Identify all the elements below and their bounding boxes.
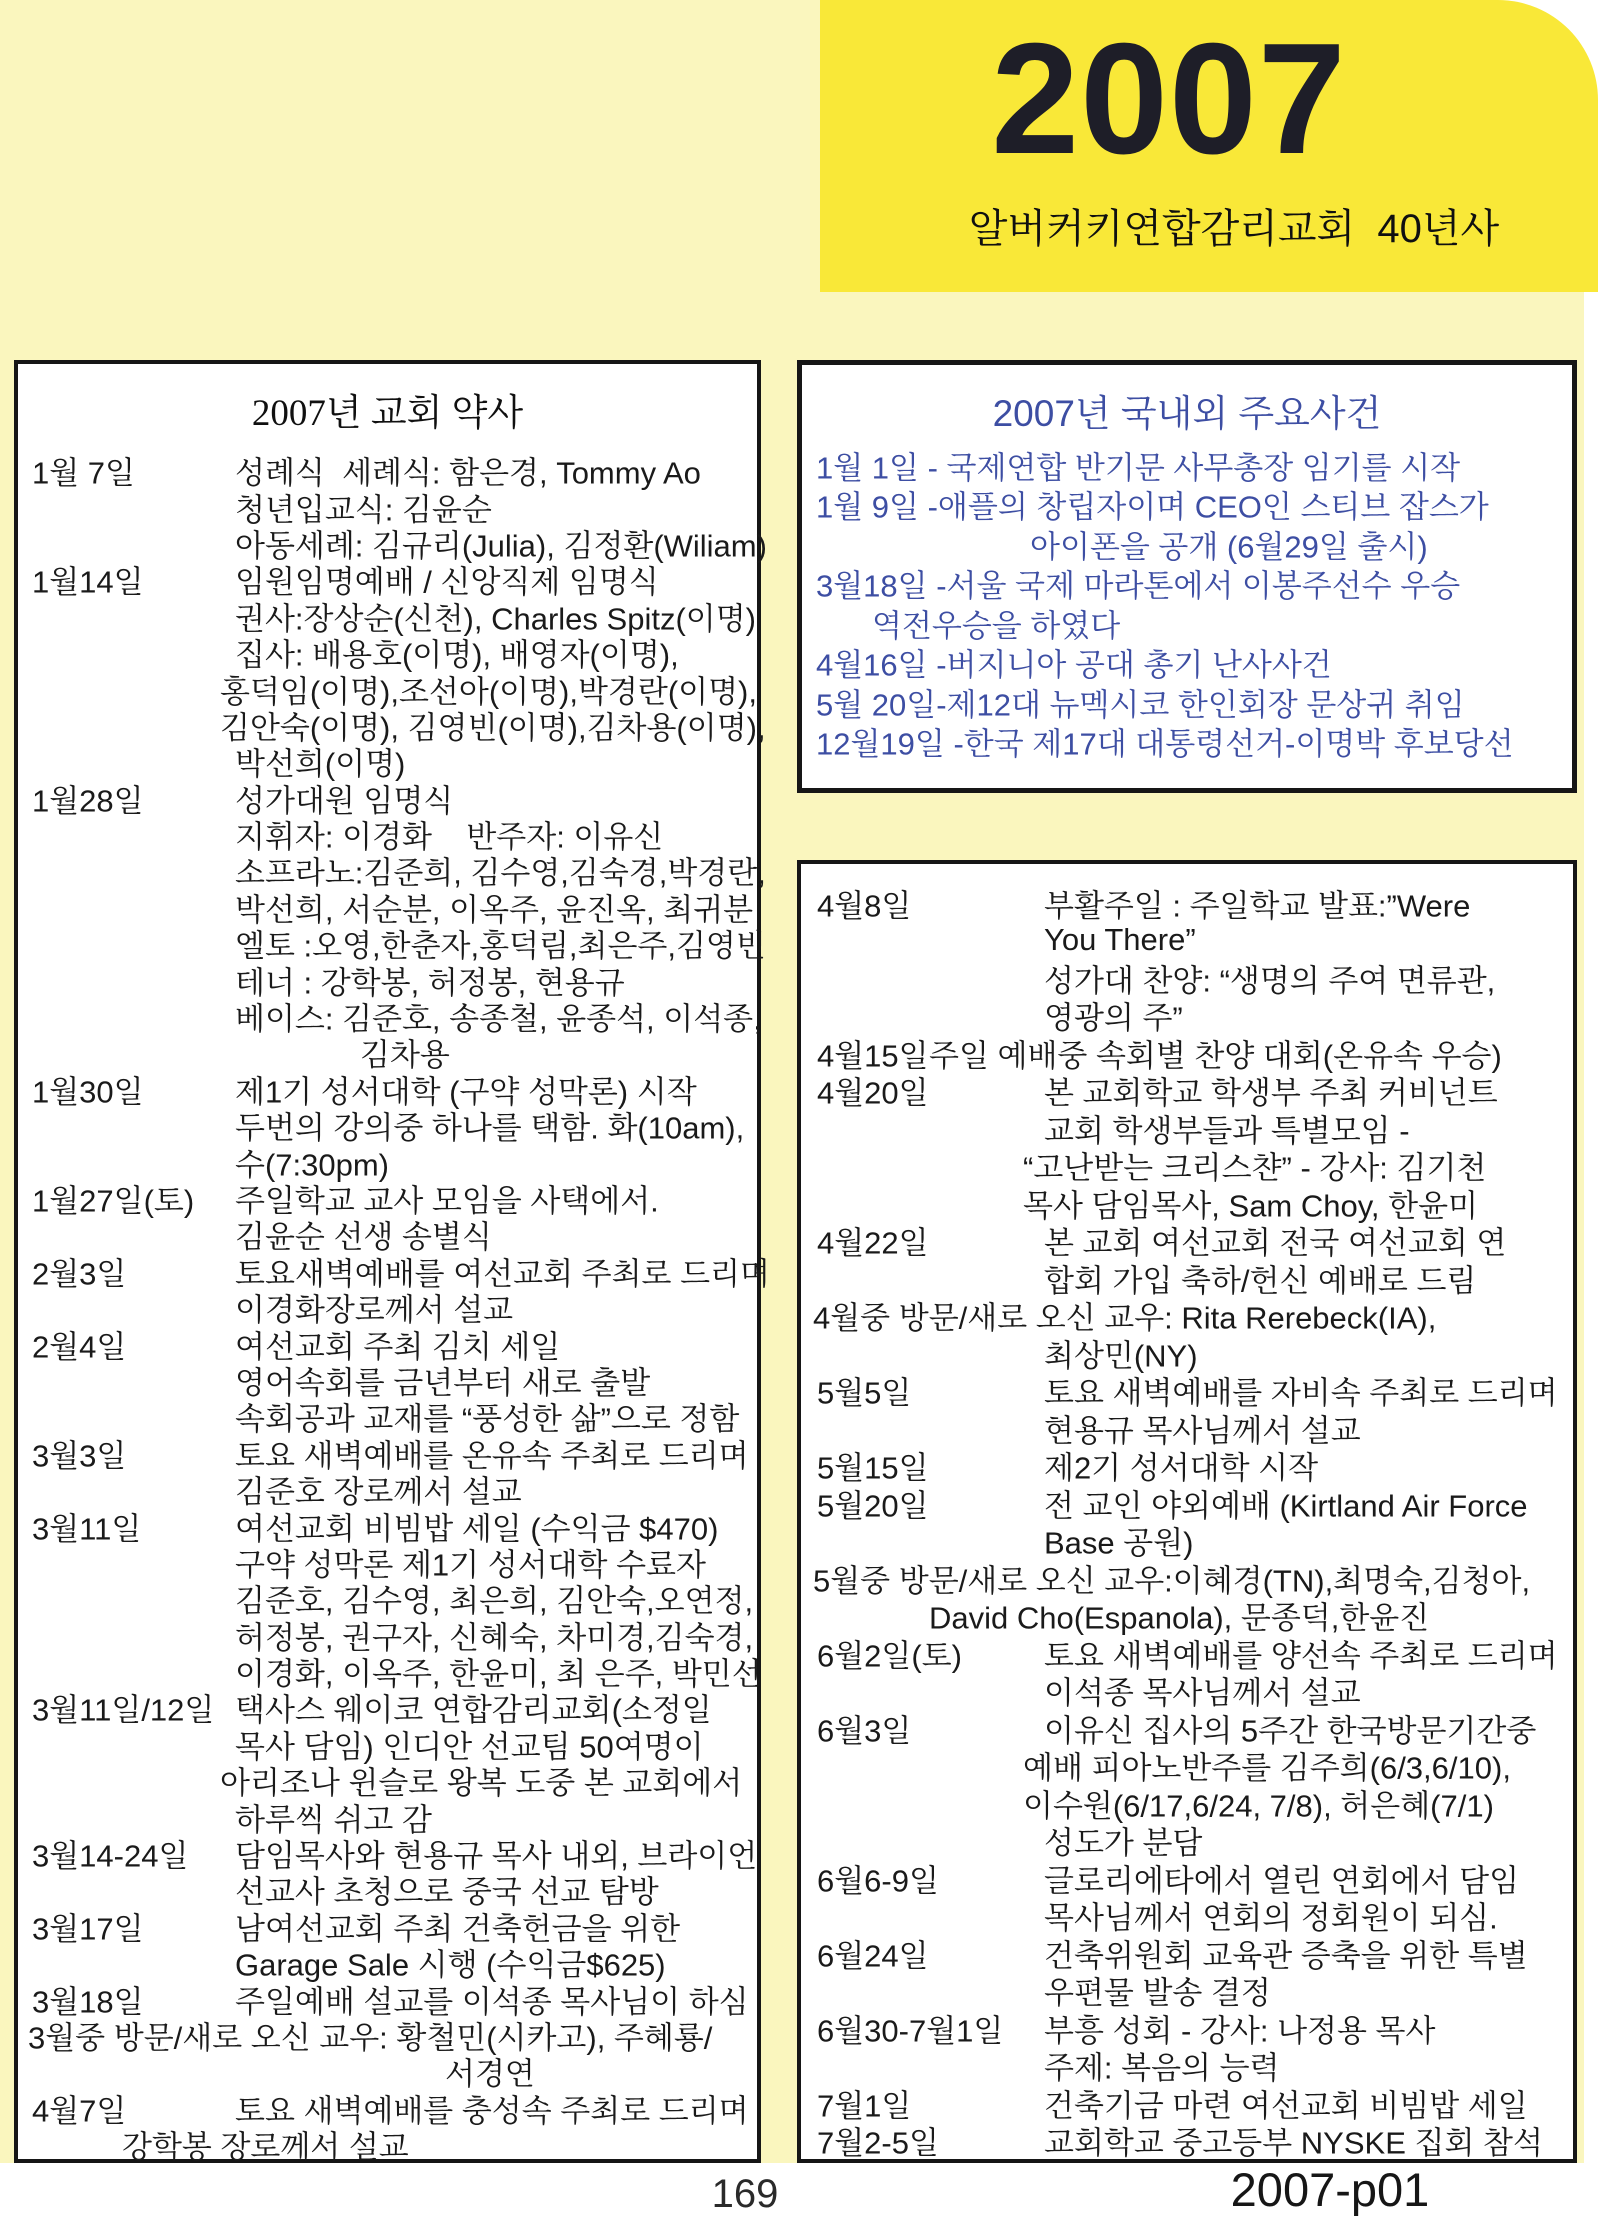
timeline-row: [18, 1362, 757, 1401]
row-text: 이석종 목사님께서 설교: [1044, 1675, 1361, 1711]
row-text: 하루씩 쉬고 감: [235, 1802, 432, 1838]
timeline-row: [18, 1216, 757, 1255]
row-date: 3월14-24일: [32, 1838, 189, 1874]
row-text: 아리조나 윈슬로 왕복 도중 본 교회에서: [220, 1765, 743, 1801]
row-text: 토요 새벽예배를 온유속 주최로 드리며: [235, 1438, 749, 1474]
row-text: 김준호, 김수영, 최은희, 김안숙,오연정,: [235, 1583, 754, 1619]
row-text: 주일 예배중 속회별 찬양 대회(온유속 우승): [929, 1038, 1502, 1074]
row-text: 5월 20일-제12대 뉴멕시코 한인회장 문상귀 취임: [816, 687, 1465, 723]
row-text: 청년입교식: 김윤순: [235, 492, 492, 528]
timeline-row: [18, 525, 767, 564]
timeline-row: [18, 1471, 757, 1510]
timeline-row: [801, 1934, 1573, 1972]
row-text: David Cho(Espanola), 문종덕,한윤진: [929, 1600, 1430, 1636]
timeline-row: [18, 961, 757, 1001]
row-date: 6월30-7월1일: [817, 2013, 1004, 2049]
row-text: 1월 1일 - 국제연합 반기문 사무총장 임기를 시작: [816, 450, 1461, 486]
timeline-row: [802, 564, 1572, 604]
row-text: 엘토 :오영,한춘자,홍덕림,최은주,김영빈: [235, 928, 766, 964]
row-text: 건축기금 마련 여선교회 비빔밥 세일: [1044, 2088, 1528, 2124]
row-text: 두번의 강의중 하나를 택함. 화(10am),: [235, 1110, 745, 1146]
timeline-row: [18, 1544, 757, 1583]
row-text: 집사: 배용호(이명), 배영자(이명),: [235, 637, 679, 673]
row-date: 6월2일(토): [817, 1638, 962, 1674]
church-history-title: 2007년 교회 약사: [251, 393, 524, 434]
row-text: 예배 피아노반주를 김주희(6/3,6/10),: [1023, 1750, 1511, 1786]
row-text: 전 교인 야외예배 (Kirtland Air Force: [1044, 1488, 1528, 1524]
timeline-row: [18, 780, 757, 819]
row-text: 교회 학생부들과 특별모임 -: [1044, 1113, 1410, 1149]
timeline-row: [801, 1409, 1573, 1447]
world-events-list: [802, 445, 1572, 761]
row-text: 성례식 세례식: 함은경, Tommy Ao: [235, 455, 701, 491]
row-text: 성가대원 임명식: [235, 783, 454, 819]
timeline-row: [801, 1634, 1573, 1672]
row-text: 권사:장상순(신천), Charles Spitz(이명): [235, 601, 756, 637]
timeline-row: [801, 1259, 1573, 1297]
page-number: 169: [711, 2172, 779, 2216]
timeline-row: [801, 1484, 1573, 1522]
timeline-row: [801, 2122, 1573, 2160]
row-date: 5월15일: [817, 1450, 929, 1486]
row-text: 주제: 복음의 능력: [1044, 2050, 1280, 2086]
row-text: Garage Sale 시행 (수익금$625): [235, 1947, 666, 1983]
row-text: 소프라노:김준희, 김수영,김숙경,박경란,: [235, 855, 766, 891]
row-date: 3월3일: [32, 1438, 127, 1474]
timeline-row: [18, 1435, 757, 1474]
timeline-row: [18, 1762, 757, 1801]
row-date: 1월 7일: [32, 455, 135, 491]
row-text: 속회공과 교재를 “풍성한 삶”으로 정함: [235, 1401, 740, 1437]
church-timeline-box: [797, 860, 1577, 2163]
timeline-row: [801, 2047, 1573, 2085]
timeline-row: [18, 1398, 757, 1437]
row-date: 7월2-5일: [817, 2125, 939, 2161]
row-text: 부활주일 : 주일학교 발표:”Were: [1044, 888, 1471, 924]
year-subtitle: 알버커키연합감리교회 40년사: [968, 207, 1500, 251]
row-text: 토요새벽예배를 여선교회 주최로 드리며: [235, 1256, 770, 1292]
row-text: 우편물 발송 결정: [1044, 1975, 1271, 2011]
timeline-row: [801, 1672, 1573, 1710]
timeline-row: [801, 884, 1573, 922]
timeline-row: [801, 1034, 1573, 1072]
row-date: 1월28일: [32, 783, 144, 819]
timeline-row: [18, 743, 757, 782]
timeline-row: [18, 598, 757, 637]
row-date: 4월8일: [817, 888, 912, 924]
row-text: 역전우승을 하였다: [872, 608, 1121, 644]
row-text: 5월중 방문/새로 오신 교우:이혜경(TN),최명숙,김청아,: [813, 1563, 1531, 1599]
church-timeline-list: [801, 884, 1573, 2159]
timeline-row: [802, 603, 1572, 643]
timeline-row: [802, 485, 1572, 525]
row-date: 3월18일: [32, 1984, 144, 2020]
row-text: 목사 담임목사, Sam Choy, 한윤미: [1023, 1188, 1478, 1224]
timeline-row: [18, 1980, 757, 2020]
row-text: 성도가 분담: [1044, 1825, 1203, 1861]
timeline-row: [18, 452, 757, 491]
row-date: 4월15일: [817, 1038, 929, 1074]
timeline-row: [801, 1372, 1573, 1410]
timeline-row: [18, 1289, 757, 1328]
row-date: 3월11일: [32, 1511, 142, 1547]
timeline-row: [801, 1897, 1573, 1935]
timeline-row: [18, 670, 757, 710]
timeline-row: [18, 1325, 757, 1365]
timeline-row: [18, 998, 762, 1037]
timeline-row: [18, 1107, 757, 1146]
row-text: 3월중 방문/새로 오신 교우: 황철민(시카고), 주혜룡/: [28, 2020, 713, 2056]
row-text: 목사님께서 연회의 정회원이 되심.: [1044, 1900, 1498, 1936]
row-date: 4월22일: [817, 1225, 929, 1261]
row-text: 홍덕임(이명),조선아(이명),박경란(이명),: [220, 674, 757, 710]
church-history-list: [18, 452, 770, 2165]
timeline-row: [801, 1334, 1573, 1372]
timeline-row: [801, 2009, 1573, 2047]
timeline-row: [18, 561, 757, 600]
row-date: 3월11일/12일: [32, 1692, 215, 1728]
row-date: 1월30일: [32, 1074, 144, 1110]
row-text: 1월 9일 -애플의 창립자이며 CEO인 스티브 잡스가: [816, 489, 1489, 525]
row-text: 여선교회 비빔밥 세일 (수익금 $470): [235, 1511, 719, 1547]
timeline-row: [801, 959, 1573, 997]
timeline-row: [18, 1653, 762, 1692]
row-text: 임원임명예배 / 신앙직제 임명식: [235, 564, 659, 600]
row-text: 목사 담임) 인디안 선교팀 50여명이: [235, 1729, 704, 1765]
timeline-row: [18, 1071, 757, 1110]
timeline-row: [801, 1597, 1573, 1635]
row-text: 최상민(NY): [1044, 1338, 1198, 1374]
row-text: 12월19일 -한국 제17대 대통령선거-이명박 후보당선: [816, 726, 1514, 762]
timeline-row: [18, 1908, 757, 1947]
row-text: 수(7:30pm): [235, 1147, 389, 1183]
timeline-row: [18, 889, 757, 928]
church-history-box: [14, 360, 770, 2165]
row-text: 남여선교회 주최 건축헌금을 위한: [235, 1911, 681, 1947]
timeline-row: [801, 1297, 1573, 1335]
row-date: 2월3일: [32, 1256, 127, 1292]
row-text: 토요 새벽예배를 양선속 주최로 드리며: [1044, 1638, 1558, 1674]
row-text: 4월16일 -버지니아 공대 총기 난사사건: [816, 647, 1332, 683]
timeline-row: [18, 816, 757, 855]
timeline-row: [802, 682, 1572, 722]
row-text: “고난받는 크리스챤” - 강사: 김기천: [1023, 1150, 1487, 1186]
timeline-row: [18, 2017, 757, 2056]
row-text: 주일학교 교사 모임을 사택에서.: [235, 1183, 659, 1219]
row-text: 건축위원회 교육관 증축을 위한 특별: [1044, 1938, 1528, 1974]
row-date: 4월20일: [817, 1075, 929, 1111]
world-events-title: 2007년 국내외 주요사건: [992, 393, 1382, 434]
row-text: 박선희, 서순분, 이옥주, 윤진옥, 최귀분: [235, 892, 754, 928]
row-text: 현용규 목사님께서 설교: [1044, 1413, 1361, 1449]
row-text: 이경화장로께서 설교: [235, 1292, 514, 1328]
row-text: 선교사 초청으로 중국 선교 탐방: [235, 1874, 659, 1910]
timeline-row: [801, 1822, 1573, 1860]
timeline-row: [18, 1507, 757, 1547]
timeline-row: [802, 524, 1572, 564]
row-text: 제1기 성서대학 (구약 성막론) 시작: [235, 1074, 697, 1110]
row-text: 아이폰을 공개 (6월29일 출시): [1030, 529, 1428, 565]
year-title: 2007: [991, 11, 1347, 187]
timeline-row: [18, 2090, 757, 2129]
row-text: You There”: [1044, 922, 1196, 958]
row-text: 김차용: [360, 1037, 450, 1073]
timeline-row: [801, 2084, 1573, 2122]
timeline-row: [801, 1559, 1573, 1597]
row-text: 김윤순 선생 송별식: [235, 1219, 492, 1255]
timeline-row: [18, 1689, 757, 1728]
timeline-row: [801, 1747, 1573, 1785]
row-date: 1월27일(토): [32, 1183, 195, 1219]
row-date: 5월20일: [817, 1488, 929, 1524]
timeline-row: [18, 1253, 770, 1292]
timeline-row: [801, 1859, 1573, 1897]
timeline-row: [18, 1180, 757, 1219]
row-text: 허정봉, 권구자, 신혜숙, 차미경,김숙경,: [235, 1620, 754, 1656]
timeline-row: [801, 1972, 1573, 2010]
row-text: Base 공원): [1044, 1525, 1194, 1561]
row-text: 김안숙(이명), 김영빈(이명),김차용(이명),: [220, 710, 766, 746]
row-text: 테너 : 강학봉, 허정봉, 현용규: [235, 965, 625, 1001]
page-code: 2007-p01: [1230, 2163, 1430, 2216]
row-text: 3월18일 -서울 국제 마라톤에서 이봉주선수 우승: [816, 568, 1461, 604]
row-text: 이수원(6/17,6/24, 7/8), 허은혜(7/1): [1023, 1788, 1494, 1824]
row-text: 아동세례: 김규리(Julia), 김정환(Wiliam): [235, 528, 767, 564]
row-text: 서경연: [445, 2056, 535, 2092]
timeline-row: [18, 634, 757, 673]
row-date: 1월14일: [32, 564, 144, 600]
row-date: 6월3일: [817, 1713, 912, 1749]
timeline-row: [18, 1580, 757, 1619]
row-text: 제2기 성서대학 시작: [1044, 1450, 1319, 1486]
row-text: 영광의 주”: [1044, 1000, 1183, 1036]
row-text: 성가대 찬양: “생명의 주여 면류관,: [1044, 963, 1496, 999]
timeline-row: [802, 643, 1572, 683]
timeline-row: [18, 1617, 757, 1656]
row-text: 4월중 방문/새로 오신 교우: Rita Rerebeck(IA),: [813, 1300, 1437, 1336]
row-text: 지휘자: 이경화 반주자: 이유신: [235, 819, 664, 855]
row-text: 토요 새벽예배를 자비속 주최로 드리며: [1044, 1375, 1558, 1411]
row-date: 6월24일: [817, 1938, 929, 1974]
row-text: 박선희(이명): [235, 746, 406, 782]
row-date: 3월17일: [32, 1911, 144, 1947]
row-text: 주일예배 설교를 이석종 목사님이 하심: [235, 1984, 749, 2020]
timeline-row: [801, 1222, 1573, 1260]
row-date: 2월4일: [32, 1329, 127, 1365]
timeline-row: [18, 1871, 757, 1910]
timeline-row: [801, 1072, 1573, 1110]
row-text: 김준호 장로께서 설교: [235, 1474, 522, 1510]
row-text: 이경화, 이옥주, 한윤미, 최 은주, 박민선: [235, 1656, 762, 1692]
row-date: 5월5일: [817, 1375, 912, 1411]
timeline-row: [801, 1184, 1573, 1222]
timeline-row: [801, 1709, 1573, 1747]
row-text: 영어속회를 금년부터 새로 출발: [235, 1365, 651, 1401]
timeline-row: [18, 925, 766, 964]
row-date: 4월7일: [32, 2093, 127, 2129]
row-text: 이유신 집사의 5주간 한국방문기간중: [1044, 1713, 1537, 1749]
row-text: 부흥 성회 - 강사: 나정용 목사: [1044, 2013, 1436, 2049]
timeline-row: [18, 488, 757, 528]
timeline-row: [801, 997, 1573, 1035]
timeline-row: [18, 2126, 757, 2165]
timeline-row: [801, 1784, 1573, 1822]
timeline-row: [18, 1835, 758, 1874]
timeline-row: [18, 1944, 757, 1983]
row-text: 담임목사와 현용규 목사 내외, 브라이언: [235, 1838, 758, 1874]
timeline-row: [801, 922, 1573, 960]
row-text: 베이스: 김준호, 송종철, 윤종석, 이석종,: [235, 1001, 762, 1037]
timeline-row: [18, 2053, 757, 2092]
row-text: 교회학교 중고등부 NYSKE 집회 참석: [1044, 2125, 1543, 2161]
timeline-row: [18, 1143, 757, 1183]
timeline-row: [801, 1522, 1573, 1560]
row-text: 토요 새벽예배를 충성속 주최로 드리며: [235, 2093, 749, 2129]
timeline-row: [18, 1034, 757, 1073]
row-text: 본 교회학교 학생부 주최 커비넌트: [1044, 1075, 1498, 1111]
timeline-row: [801, 1447, 1573, 1485]
timeline-row: [18, 707, 766, 746]
timeline-row: [802, 445, 1572, 485]
year-banner: [820, 0, 1598, 292]
row-text: 택사스 웨이코 연합감리교회(소정일: [235, 1692, 712, 1728]
row-text: 합회 가입 축하/헌신 예배로 드림: [1044, 1263, 1477, 1299]
row-text: 구약 성막론 제1기 성서대학 수료자: [235, 1547, 706, 1583]
world-events-box: [797, 360, 1577, 793]
row-date: 7월1일: [817, 2088, 912, 2124]
timeline-row: [802, 722, 1572, 762]
row-text: 여선교회 주최 김치 세일: [235, 1329, 561, 1365]
row-text: 본 교회 여선교회 전국 여선교회 연: [1044, 1225, 1507, 1261]
timeline-row: [18, 1798, 757, 1838]
timeline-row: [801, 1109, 1573, 1147]
timeline-row: [18, 852, 766, 891]
row-text: 강학봉 장로께서 설교: [122, 2129, 409, 2165]
row-text: 글로리에타에서 열린 연회에서 담임: [1044, 1863, 1520, 1899]
timeline-row: [801, 1147, 1573, 1185]
row-date: 6월6-9일: [817, 1863, 939, 1899]
timeline-row: [18, 1726, 757, 1765]
